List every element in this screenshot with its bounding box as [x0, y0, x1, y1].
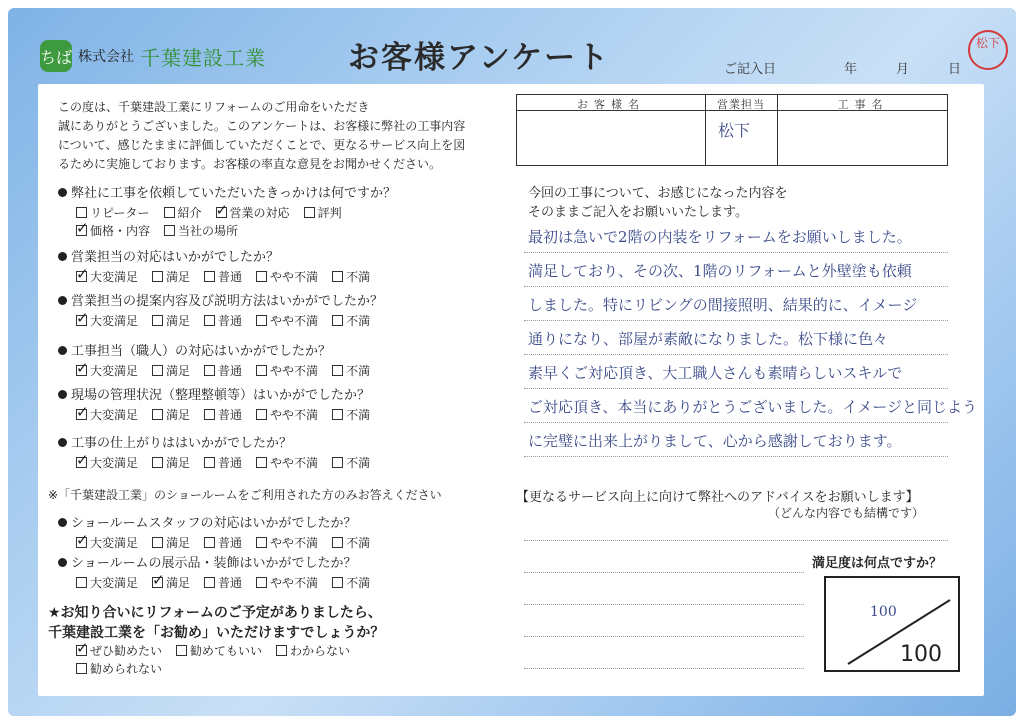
question-label: 弊社に工事を依頼していただいたきっかけは何ですか？ [71, 186, 397, 201]
option-label: 普通 [218, 314, 243, 328]
table-divider [705, 95, 706, 165]
option[interactable] [256, 454, 318, 471]
comment-rule [524, 252, 948, 253]
question [58, 432, 292, 451]
option[interactable] [152, 454, 190, 471]
checkbox[interactable] [276, 645, 287, 656]
option[interactable] [152, 406, 190, 423]
comment-prompt [528, 184, 787, 222]
option-label: 大変満足 [90, 270, 139, 284]
comment-rule [524, 456, 948, 457]
checkbox[interactable] [204, 537, 215, 548]
comment-line: 素早くご対応頂き、大工職人さんも素晴らしいスキルで [528, 364, 903, 382]
option-label: 普通 [218, 576, 243, 590]
checkbox-checked[interactable] [216, 207, 227, 218]
option[interactable] [332, 312, 370, 329]
option[interactable] [204, 534, 242, 551]
checkbox[interactable] [204, 457, 215, 468]
option-label: 普通 [218, 456, 243, 470]
option[interactable] [304, 204, 342, 221]
comment-line: 最初は急いで2階の内装をリフォームをお願いしました。 [528, 228, 912, 246]
checkbox[interactable] [332, 365, 343, 376]
option[interactable] [332, 574, 370, 591]
bullet-icon [58, 558, 67, 567]
option[interactable] [164, 222, 238, 239]
question-label: ショールームの展示品・装飾はいかがでしたか？ [71, 556, 357, 571]
option[interactable] [164, 204, 202, 221]
option[interactable] [256, 362, 318, 379]
option-label: 大変満足 [90, 456, 139, 470]
date-field [724, 58, 1000, 77]
option[interactable] [152, 534, 190, 551]
score-given: 100 [870, 604, 897, 620]
option[interactable] [76, 574, 138, 591]
option[interactable] [256, 268, 318, 285]
question-label: 営業担当の対応はいかがでしたか？ [71, 250, 280, 265]
checkbox[interactable] [256, 409, 267, 420]
recommend-question-line1: ★お知り合いにリフォームのご予定がありましたら、 [48, 605, 382, 621]
option[interactable] [256, 312, 318, 329]
comment-prompt-line: 今回の工事について、お感じになった内容を [528, 186, 788, 201]
option[interactable] [204, 362, 242, 379]
date-day: 日 [948, 62, 962, 77]
comment-line: 満足しており、その次、1階のリフォームと外壁塗も依頼 [528, 262, 912, 280]
option-label: 満足 [166, 408, 191, 422]
option-label: 普通 [218, 270, 243, 284]
option[interactable] [216, 204, 290, 221]
options-row [76, 268, 384, 285]
option-label: 普通 [218, 408, 243, 422]
company-logo-icon: ちば [40, 40, 72, 72]
checkbox[interactable] [76, 663, 87, 674]
option-label: 普通 [218, 536, 243, 550]
checkbox[interactable] [152, 315, 163, 326]
question [58, 340, 331, 359]
checkbox-checked[interactable] [76, 457, 87, 468]
comment-line: 通りになり、部屋が素敵になりました。松下様に色々 [528, 330, 889, 348]
option[interactable] [76, 268, 138, 285]
checkbox[interactable] [256, 315, 267, 326]
recommend-question-line2: 千葉建設工業を「お勧め」いただけますでしょうか？ [48, 625, 385, 641]
checkbox[interactable] [76, 207, 87, 218]
score-label: 満足度は何点ですか？ [812, 556, 943, 571]
score-max: 100 [900, 642, 942, 667]
advice-rule [524, 572, 804, 573]
advice-rule [524, 540, 948, 541]
checkbox-checked[interactable] [76, 271, 87, 282]
bullet-icon [58, 188, 67, 197]
option[interactable] [332, 406, 370, 423]
question [58, 290, 383, 309]
checkbox[interactable] [256, 577, 267, 588]
page-title: お客様アンケート [348, 40, 611, 76]
checkbox-checked[interactable] [76, 645, 87, 656]
option-label: 満足 [166, 314, 191, 328]
question-label: 営業担当の提案内容及び説明方法はいかがでしたか？ [71, 294, 384, 309]
option-label: 紹介 [177, 206, 202, 220]
options-row [76, 362, 384, 379]
option-label: やや不満 [270, 364, 319, 378]
option[interactable] [76, 660, 162, 677]
bullet-icon [58, 438, 67, 447]
checkbox[interactable] [332, 271, 343, 282]
recommend-options-row [76, 642, 364, 659]
options-row [76, 574, 384, 591]
option[interactable] [76, 534, 138, 551]
options-row [76, 406, 384, 423]
checkbox[interactable] [176, 645, 187, 656]
option-label: 不満 [346, 270, 371, 284]
advice-rule [524, 668, 804, 669]
option[interactable] [152, 362, 190, 379]
option[interactable] [76, 406, 138, 423]
option-label: 大変満足 [90, 314, 139, 328]
comment-prompt-line: そのままご記入をお願いいたします。 [528, 205, 748, 220]
question [58, 552, 356, 571]
checkbox[interactable] [304, 207, 315, 218]
option[interactable] [276, 642, 350, 659]
option-label: やや不満 [270, 270, 319, 284]
options-row [76, 204, 356, 221]
option[interactable] [332, 534, 370, 551]
option[interactable] [204, 312, 242, 329]
option-label: 営業の対応 [229, 206, 290, 220]
option[interactable] [152, 574, 190, 591]
option-label: 不満 [346, 456, 371, 470]
hanko-stamp: 松下 [968, 30, 1008, 70]
checkbox[interactable] [164, 225, 175, 236]
checkbox[interactable] [256, 365, 267, 376]
option-label: 不満 [346, 364, 371, 378]
options-row [76, 454, 384, 471]
comment-rule [524, 320, 948, 321]
question-label: ショールームスタッフの対応はいかがでしたか？ [71, 516, 357, 531]
option-label: 大変満足 [90, 536, 139, 550]
intro-line: 誠にありがとうございました。このアンケートは、お客様に弊社の工事内容 [58, 119, 466, 133]
intro-line: るために実施しております。お客様の率直な意見をお聞かせください。 [58, 157, 442, 171]
company-kk: 株式会社 [78, 49, 134, 65]
checkbox[interactable] [332, 457, 343, 468]
checkbox[interactable] [152, 271, 163, 282]
option-label: ぜひ勧めたい [90, 644, 163, 658]
checkbox[interactable] [204, 315, 215, 326]
intro-text [58, 98, 498, 174]
advice-rule [524, 636, 804, 637]
options-row [76, 312, 384, 329]
col-work-name: 工事名 [837, 98, 889, 111]
option[interactable] [152, 312, 190, 329]
comment-rule [524, 286, 948, 287]
option[interactable] [76, 222, 150, 239]
option[interactable] [256, 534, 318, 551]
col-sales-rep: 営業担当 [717, 98, 765, 111]
checkbox[interactable] [164, 207, 175, 218]
bullet-icon [58, 252, 67, 261]
option-label: 大変満足 [90, 408, 139, 422]
question-label: 現場の管理状況（整理整頓等）はいかがでしたか？ [71, 388, 371, 403]
checkbox-checked[interactable] [76, 225, 87, 236]
option[interactable] [176, 642, 262, 659]
option-label: やや不満 [270, 408, 319, 422]
option-label: 当社の場所 [178, 224, 239, 238]
checkbox-checked[interactable] [76, 409, 87, 420]
option[interactable] [332, 268, 370, 285]
bullet-icon [58, 518, 67, 527]
option[interactable] [76, 312, 138, 329]
option-label: 評判 [317, 206, 342, 220]
comment-line: に完璧に出来上がりまして、心から感謝しております。 [528, 432, 902, 450]
question-label: 工事担当（職人）の対応はいかがでしたか？ [71, 344, 332, 359]
checkbox[interactable] [152, 409, 163, 420]
option-label: 不満 [346, 314, 371, 328]
option-label: 不満 [346, 576, 371, 590]
option-label: 満足 [166, 576, 191, 590]
option-label: 不満 [346, 408, 371, 422]
checkbox[interactable] [204, 409, 215, 420]
sales-rep-value: 松下 [718, 121, 751, 140]
option-label: 満足 [166, 270, 191, 284]
question [58, 246, 279, 265]
option[interactable] [76, 454, 138, 471]
option-label: 満足 [166, 364, 191, 378]
intro-line: について、感じたままに評価していただくことで、更なるサービス向上を図 [58, 138, 466, 152]
option-label: やや不満 [270, 536, 319, 550]
checkbox[interactable] [152, 457, 163, 468]
table-divider [777, 95, 778, 165]
checkbox[interactable] [76, 577, 87, 588]
option[interactable] [256, 406, 318, 423]
checkbox[interactable] [204, 271, 215, 282]
date-year: 年 [844, 62, 858, 77]
checkbox[interactable] [152, 537, 163, 548]
recommend-options-row [76, 660, 176, 677]
advice-subtitle: （どんな内容でも結構です） [768, 506, 925, 520]
option-label: 大変満足 [90, 364, 139, 378]
option[interactable] [152, 268, 190, 285]
option-label: 不満 [346, 536, 371, 550]
showroom-note: ※「千葉建設工業」のショールームをご利用された方のみお答えください [48, 488, 442, 502]
option-label: 大変満足 [90, 576, 139, 590]
comment-line: ご対応頂き、本当にありがとうございました。イメージと同じよう [528, 398, 977, 416]
advice-title: 【更なるサービス向上に向けて弊社へのアドバイスをお願いします】 [516, 490, 919, 505]
intro-line: この度は、千葉建設工業にリフォームのご用命をいただき [58, 100, 370, 114]
checkbox-checked[interactable] [76, 315, 87, 326]
checkbox[interactable] [256, 537, 267, 548]
company-name: 千葉建設工業 [140, 45, 266, 70]
option-label: 普通 [218, 364, 243, 378]
question-label: 工事の仕上がりははいかがでしたか？ [71, 436, 293, 451]
options-row [76, 534, 384, 551]
advice-rule [524, 604, 804, 605]
date-month: 月 [896, 62, 910, 77]
comment-rule [524, 354, 948, 355]
company-brand [40, 40, 266, 72]
checkbox-checked[interactable] [76, 537, 87, 548]
checkbox[interactable] [152, 365, 163, 376]
question [58, 384, 370, 403]
bullet-icon [58, 390, 67, 399]
checkbox[interactable] [332, 409, 343, 420]
comment-rule [524, 422, 948, 423]
date-label: ご記入日 [724, 62, 777, 77]
option[interactable] [332, 362, 370, 379]
option-label: 満足 [166, 536, 191, 550]
option[interactable] [76, 362, 138, 379]
question [58, 512, 356, 531]
checkbox[interactable] [332, 537, 343, 548]
option-label: やや不満 [270, 456, 319, 470]
option-label: やや不満 [270, 314, 319, 328]
col-customer-name: お客様名 [577, 98, 645, 111]
checkbox-checked[interactable] [152, 577, 163, 588]
option[interactable] [256, 574, 318, 591]
checkbox[interactable] [204, 365, 215, 376]
option[interactable] [204, 268, 242, 285]
option-label: わからない [290, 644, 351, 658]
checkbox[interactable] [204, 577, 215, 588]
comment-line: しました。特にリビングの間接照明、結果的に、イメージ [528, 296, 918, 314]
option-label: 勧められない [90, 662, 163, 676]
checkbox-checked[interactable] [76, 365, 87, 376]
option-label: 満足 [166, 456, 191, 470]
checkbox[interactable] [256, 271, 267, 282]
options-row [76, 222, 252, 239]
option-label: 価格・内容 [90, 224, 151, 238]
option[interactable] [204, 574, 242, 591]
comment-rule [524, 388, 948, 389]
option[interactable] [204, 454, 242, 471]
checkbox[interactable] [332, 577, 343, 588]
option[interactable] [76, 642, 162, 659]
option-label: リピーター [90, 206, 150, 220]
checkbox[interactable] [332, 315, 343, 326]
question [58, 182, 396, 201]
checkbox[interactable] [256, 457, 267, 468]
bullet-icon [58, 296, 67, 305]
option-label: やや不満 [270, 576, 319, 590]
option-label: 勧めてもいい [190, 644, 263, 658]
score-box[interactable] [824, 576, 960, 672]
option[interactable] [204, 406, 242, 423]
option[interactable] [332, 454, 370, 471]
bullet-icon [58, 346, 67, 355]
info-table-header [517, 95, 947, 111]
